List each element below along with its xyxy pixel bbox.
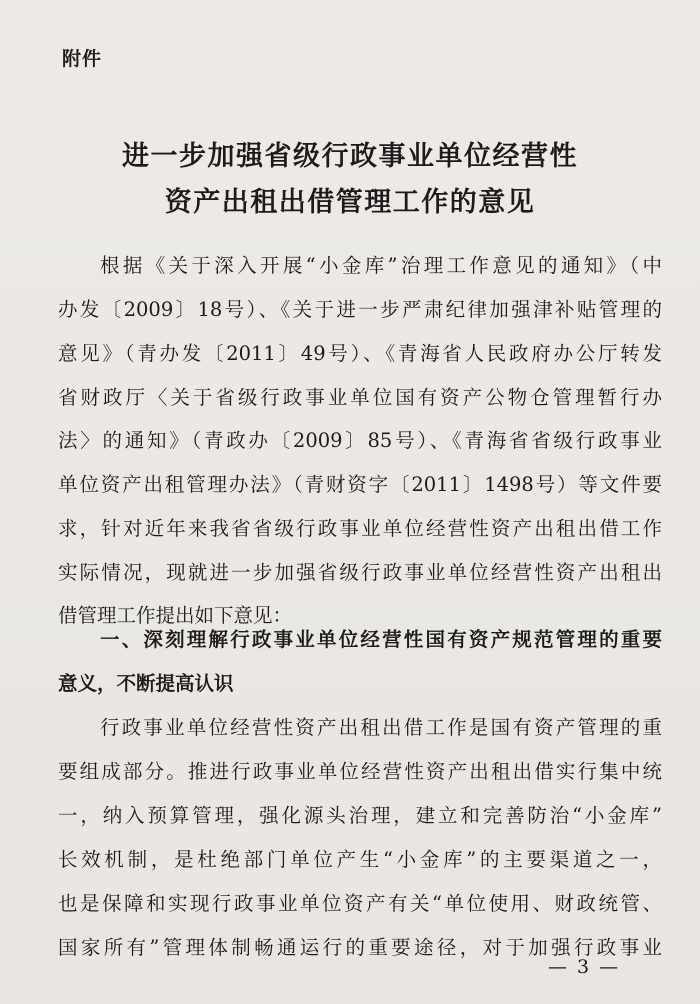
section-body-line: 要组成部分。推进行政事业单位经营性资产出租出借实行集中统 [58,760,662,783]
intro-paragraph-line: 单位资产出租管理办法》（青财资字〔2011〕1498号）等文件要 [58,473,662,496]
section-body-line: 行政事业单位经营性资产出租出借工作是国有资产管理的重 [100,716,662,739]
intro-paragraph-line: 意见》（青办发〔2011〕49号）、《青海省人民政府办公厅转发 [58,342,662,365]
section-heading-line: 一、深刻理解行政事业单位经营性国有资产规范管理的重要 [100,628,662,651]
intro-paragraph-line: 根据《关于深入开展“小金库”治理工作意见的通知》（中 [100,254,662,277]
section-body-line: 一，纳入预算管理，强化源头治理，建立和完善防治“小金库” [58,804,662,827]
page-number: — 3 — [548,956,621,978]
intro-paragraph-line: 法〉的通知》（青政办〔2009〕85号）、《青海省省级行政事业 [58,429,662,452]
intro-paragraph-line: 求，针对近年来我省省级行政事业单位经营性资产出租出借工作 [58,517,662,540]
intro-paragraph-line: 省财政厅〈关于省级行政事业单位国有资产公物仓管理暂行办 [58,386,662,409]
document-title-line-1: 进一步加强省级行政事业单位经营性 [122,141,578,172]
intro-paragraph-line: 办发〔2009〕18号）、《关于进一步严肃纪律加强津补贴管理的 [58,298,662,321]
section-body-line: 国家所有”管理体制畅通运行的重要途径，对于加强行政事业 [58,936,662,959]
section-heading-line: 意义，不断提高认识 [58,672,234,695]
intro-paragraph-line: 实际情况，现就进一步加强省级行政事业单位经营性资产出租出 [58,561,662,584]
section-body-line: 长效机制，是杜绝部门单位产生“小金库”的主要渠道之一， [58,848,662,871]
intro-paragraph-line: 借管理工作提出如下意见： [58,604,293,627]
section-body-line: 也是保障和实现行政事业单位资产有关“单位使用、财政统管、 [58,892,662,915]
document-title-line-2: 资产出租出借管理工作的意见 [164,187,536,218]
attachment-label: 附件 [62,48,103,70]
